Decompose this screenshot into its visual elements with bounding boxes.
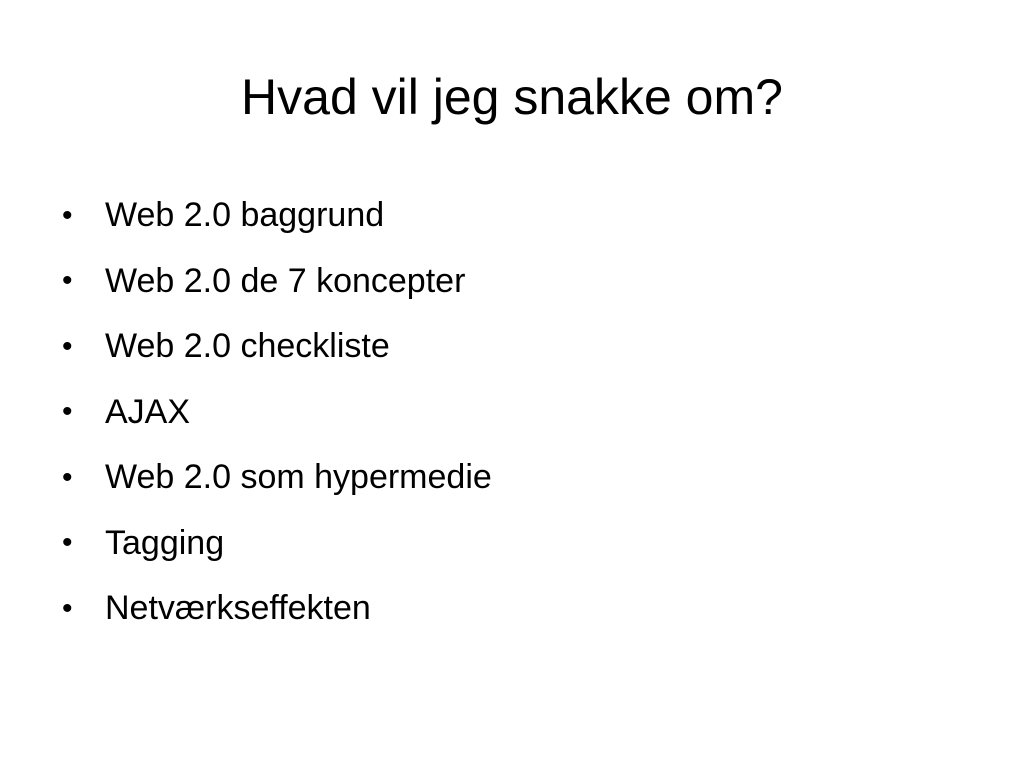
list-item — [58, 511, 492, 577]
list-item — [58, 380, 492, 446]
bullet-text: Netværkseffekten — [105, 589, 371, 628]
bullet-icon: • — [62, 329, 73, 363]
list-item — [58, 314, 492, 380]
list-item — [58, 445, 492, 511]
bullet-icon: • — [62, 460, 73, 494]
bullet-text: Web 2.0 checkliste — [105, 327, 390, 366]
bullet-text: Web 2.0 de 7 koncepter — [105, 261, 466, 300]
bullet-text: Web 2.0 baggrund — [105, 196, 385, 235]
bullet-icon: • — [62, 198, 73, 232]
bullet-text: AJAX — [105, 392, 191, 431]
bullet-text: Web 2.0 som hypermedie — [105, 458, 492, 497]
bullet-text: Tagging — [105, 523, 225, 562]
list-item — [58, 249, 492, 315]
list-item — [58, 183, 492, 249]
bullet-list — [58, 183, 492, 642]
slide-title: Hvad vil jeg snakke om? — [241, 69, 783, 125]
bullet-icon: • — [62, 591, 73, 625]
bullet-icon: • — [62, 526, 73, 560]
bullet-icon: • — [62, 264, 73, 298]
bullet-icon: • — [62, 395, 73, 429]
list-item — [58, 576, 492, 642]
